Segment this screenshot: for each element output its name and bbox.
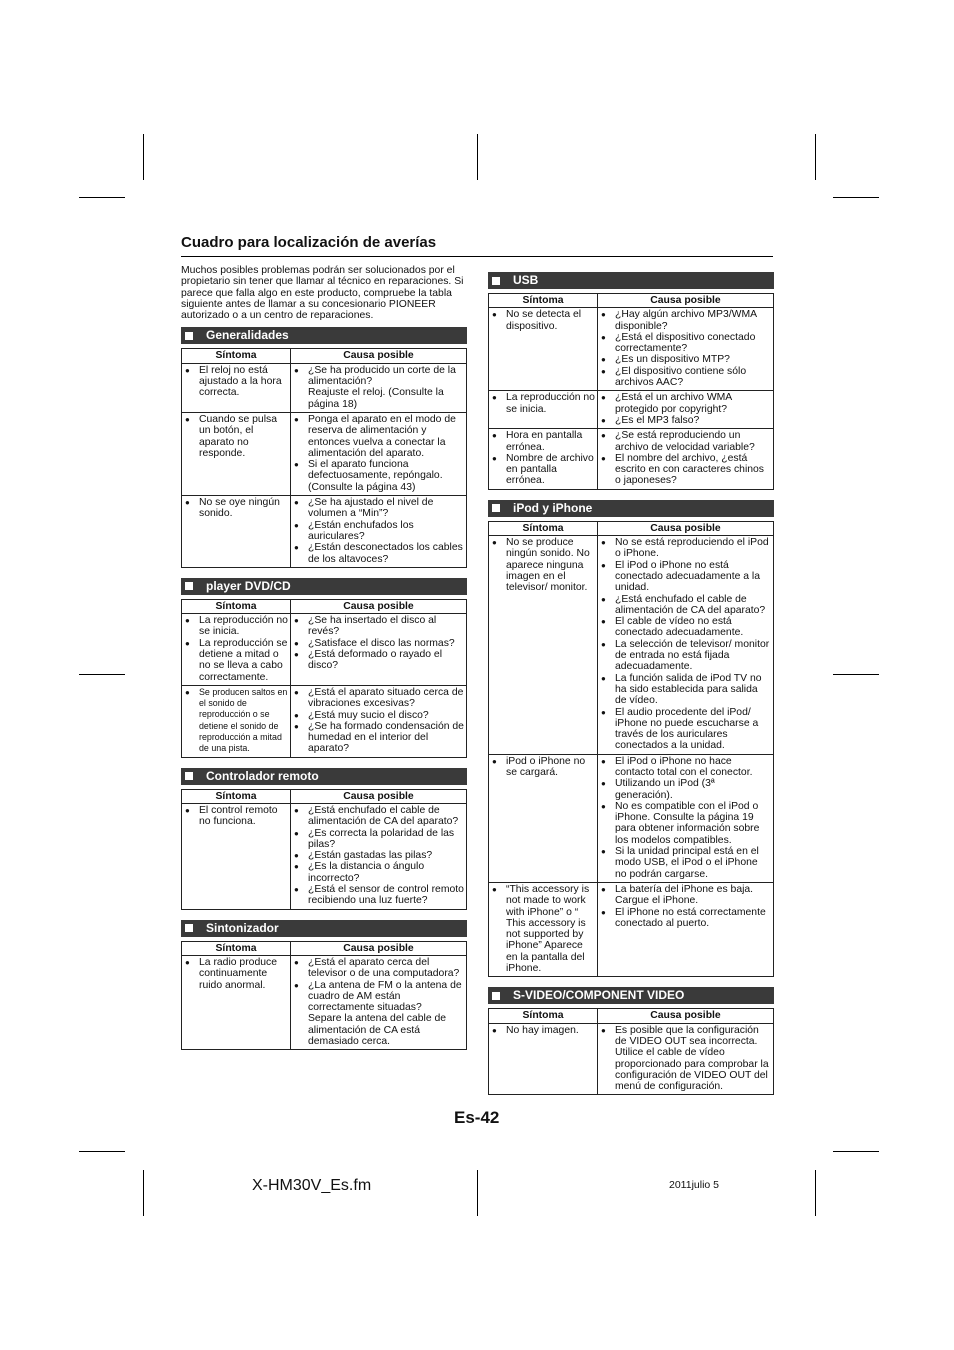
cause-cell xyxy=(598,391,774,429)
cause-text: La selección de televisor/ monitor de entrada no está fijada adecuadamente. xyxy=(615,638,770,673)
crop-mark xyxy=(477,134,478,180)
bullet-icon: ● xyxy=(492,1025,497,1035)
table-row xyxy=(182,955,467,1049)
list-item xyxy=(293,414,464,459)
symptom-text: No se oye ningún sonido. xyxy=(199,497,280,520)
list-item xyxy=(184,638,288,683)
table-row xyxy=(182,496,467,568)
crop-mark xyxy=(477,1170,478,1216)
cause-header: Causa posible xyxy=(291,789,467,803)
section-svideo xyxy=(488,987,774,1095)
list-item xyxy=(491,309,595,332)
list-item xyxy=(293,850,464,861)
cause-text: El iPod o iPhone no hace contacto total con el conector. xyxy=(615,755,753,778)
crop-mark xyxy=(79,197,125,198)
bullet-icon: ● xyxy=(601,907,606,917)
symptom-text: Nombre de archivo en pantalla errónea. xyxy=(506,452,594,487)
section-title: Controlador remoto xyxy=(206,768,319,783)
list-item xyxy=(293,805,464,828)
bullet-icon: ● xyxy=(294,365,299,375)
cause-text: ¿Se está reproduciendo un archivo de velocidad variable? xyxy=(615,430,755,453)
symptom-text: La reproducción se detiene a mitad o no se lleva a cabo correctamente. xyxy=(199,637,288,683)
list-item xyxy=(600,594,771,617)
list-item xyxy=(491,537,595,593)
bullet-icon: ● xyxy=(294,638,299,648)
list-item xyxy=(491,756,595,779)
cause-text: La batería del iPhone es baja. Cargue el iPhone. xyxy=(615,883,754,907)
list-item xyxy=(600,1025,771,1093)
troubleshooting-table xyxy=(181,941,467,1051)
symptom-text: La reproducción no se inicia. xyxy=(199,615,288,638)
list-item xyxy=(293,520,464,543)
symptom-text: La reproducción no se inicia. xyxy=(506,392,595,415)
crop-mark xyxy=(833,197,879,198)
bullet-icon: ● xyxy=(294,414,299,424)
list-item xyxy=(600,537,771,560)
section-title: USB xyxy=(513,273,539,287)
bullet-icon: ● xyxy=(294,721,299,731)
cause-cell xyxy=(291,496,467,568)
section-title: iPod y iPhone xyxy=(513,500,593,515)
list-item xyxy=(293,615,464,638)
symptom-header: Síntoma xyxy=(182,941,291,955)
crop-mark xyxy=(143,1170,144,1216)
bullet-icon: ● xyxy=(492,756,497,766)
list-item xyxy=(600,801,771,846)
cause-text: ¿Están enchufados los auriculares? xyxy=(308,519,414,542)
table-row xyxy=(489,391,774,429)
list-item xyxy=(600,846,771,880)
bullet-icon: ● xyxy=(294,650,299,660)
table-row xyxy=(182,363,467,412)
list-item xyxy=(600,639,771,673)
crop-mark xyxy=(833,674,879,675)
cause-note: Separe la antena del cable de alimentación de CA está demasiado cerca. xyxy=(308,1013,447,1048)
square-bullet-icon xyxy=(492,504,500,512)
list-item xyxy=(600,778,771,801)
crop-mark xyxy=(79,674,125,675)
bullet-icon: ● xyxy=(294,862,299,872)
symptom-text: Hora en pantalla errónea. xyxy=(506,430,583,453)
list-item xyxy=(491,1025,595,1036)
symptom-cell xyxy=(489,308,598,391)
table-row xyxy=(182,803,467,909)
cause-text: Si el aparato funciona defectuosamente, repóngalo. (Consulte la página 43) xyxy=(308,459,443,493)
bullet-icon: ● xyxy=(185,805,190,815)
crop-mark xyxy=(815,134,816,180)
symptom-cell xyxy=(489,429,598,489)
bullet-icon: ● xyxy=(601,801,606,811)
table-row xyxy=(489,429,774,489)
symptom-text: La radio produce continuamente ruido anormal. xyxy=(199,956,277,991)
bullet-icon: ● xyxy=(601,673,606,683)
list-item xyxy=(600,756,771,779)
table-row xyxy=(489,308,774,391)
table-row xyxy=(489,1023,774,1095)
cause-header: Causa posible xyxy=(291,349,467,363)
bullet-icon: ● xyxy=(601,707,606,717)
bullet-icon: ● xyxy=(601,1025,606,1035)
bullet-icon: ● xyxy=(294,710,299,720)
symptom-cell xyxy=(489,1023,598,1095)
bullet-icon: ● xyxy=(492,538,497,548)
bullet-icon: ● xyxy=(492,453,497,463)
list-item xyxy=(600,354,771,365)
cause-text: El cable de vídeo no está conectado adecuadamente. xyxy=(615,616,744,639)
cause-cell xyxy=(291,955,467,1049)
symptom-cell xyxy=(182,685,291,757)
square-bullet-icon xyxy=(185,582,193,590)
cause-text: ¿Satisface el disco las normas? xyxy=(308,637,455,649)
intro-paragraph: Muchos posibles problemas podrán ser solucionados por el propietario sin tener que llamar al técnico en reparaciones. Si parece que falla algo en este producto, compruebe la tabla siguiente antes de llamar a su concesionario PIONEER autorizado o a un centro de reparaciones. xyxy=(181,265,464,322)
symptom-cell xyxy=(489,536,598,755)
section-header xyxy=(181,578,467,595)
list-item xyxy=(600,560,771,594)
bullet-icon: ● xyxy=(185,638,190,648)
bullet-icon: ● xyxy=(601,560,606,570)
table-row xyxy=(182,685,467,757)
list-item xyxy=(491,453,595,487)
troubleshooting-table xyxy=(488,1008,774,1095)
cause-cell xyxy=(598,1023,774,1095)
symptom-cell xyxy=(182,496,291,568)
bullet-icon: ● xyxy=(601,366,606,376)
cause-cell xyxy=(291,685,467,757)
bullet-icon: ● xyxy=(601,779,606,789)
bullet-icon: ● xyxy=(601,756,606,766)
cause-text: No es compatible con el iPod o iPhone. Consulte la página 19 para obtener información sobre los modelos compatibles. xyxy=(615,800,760,846)
cause-cell xyxy=(598,536,774,755)
section-title: Generalidades xyxy=(206,328,289,343)
list-item xyxy=(293,497,464,520)
cause-text: Es posible que la configuración de VIDEO OUT sea incorrecta. Utilice el cable de vídeo proporcionado para comprobar la configuración de VIDEO OUT del menú de configuración. xyxy=(615,1024,769,1093)
list-item xyxy=(600,430,771,453)
troubleshooting-table xyxy=(488,521,774,978)
cause-text: ¿Están gastadas las pilas? xyxy=(308,850,433,862)
section-header xyxy=(181,327,467,344)
cause-cell xyxy=(598,429,774,489)
cause-header: Causa posible xyxy=(291,941,467,955)
section-sintonizador xyxy=(181,920,467,1051)
troubleshooting-table xyxy=(181,348,467,567)
symptom-text: Se producen saltos en el sonido de reproducción o se detiene el sonido de reproducción a mitad de una pista. xyxy=(199,686,288,753)
bullet-icon: ● xyxy=(601,355,606,365)
list-item xyxy=(600,673,771,707)
list-item xyxy=(491,884,595,974)
section-title: Sintonizador xyxy=(206,920,279,935)
crop-mark xyxy=(143,134,144,180)
page-number: Es-42 xyxy=(454,1108,500,1127)
cause-note: Reajuste el reloj. (Consulte la página 18) xyxy=(308,387,444,410)
cause-text: ¿Se ha producido un corte de la alimentación? xyxy=(308,364,456,388)
square-bullet-icon xyxy=(185,924,193,932)
cause-text: ¿Está el dispositivo conectado correctamente? xyxy=(615,331,756,355)
cause-text: ¿Es correcta la polaridad de las pilas? xyxy=(308,827,455,850)
list-item xyxy=(293,649,464,672)
bullet-icon: ● xyxy=(294,885,299,895)
footer-date: 2011julio 5 xyxy=(669,1179,720,1191)
list-item xyxy=(184,957,288,991)
bullet-icon: ● xyxy=(294,543,299,553)
list-item xyxy=(600,707,771,752)
section-header xyxy=(488,500,774,517)
bullet-icon: ● xyxy=(601,453,606,463)
bullet-icon: ● xyxy=(294,957,299,967)
list-item xyxy=(293,638,464,649)
symptom-cell xyxy=(489,882,598,976)
bullet-icon: ● xyxy=(601,594,606,604)
cause-text: ¿Hay algún archivo MP3/WMA disponible? xyxy=(615,309,757,332)
cause-cell xyxy=(291,803,467,909)
table-row xyxy=(489,754,774,882)
section-header xyxy=(488,272,774,289)
bullet-icon: ● xyxy=(601,639,606,649)
list-item xyxy=(600,392,771,415)
cause-cell xyxy=(598,882,774,976)
list-item xyxy=(184,805,288,828)
cause-text: ¿Está el sensor de control remoto recibiendo una luz fuerte? xyxy=(308,884,464,907)
cause-text: ¿Es la distancia o ángulo incorrecto? xyxy=(308,861,425,884)
bullet-icon: ● xyxy=(492,884,497,894)
symptom-text: El reloj no está ajustado a la hora correcta. xyxy=(199,364,282,399)
cause-text: ¿Está enchufado el cable de alimentación de CA del aparato? xyxy=(615,593,766,616)
list-item xyxy=(293,980,464,1014)
cause-text: Utilizando un iPod (3ª generación). xyxy=(615,778,715,801)
cause-text: La función salida de iPod TV no ha sido establecida para salida de vídeo. xyxy=(615,672,762,707)
page-title: Cuadro para localización de averías xyxy=(181,234,437,251)
troubleshooting-table xyxy=(488,293,774,490)
list-item xyxy=(600,309,771,332)
bullet-icon: ● xyxy=(185,498,190,508)
symptom-header: Síntoma xyxy=(489,1009,598,1023)
symptom-header: Síntoma xyxy=(182,599,291,613)
list-item xyxy=(184,687,288,754)
cause-text: El iPod o iPhone no está conectado adecuadamente a la unidad. xyxy=(615,559,761,594)
section-remoto xyxy=(181,768,467,910)
bullet-icon: ● xyxy=(294,687,299,697)
cause-text: ¿El dispositivo contiene sólo archivos AAC? xyxy=(615,365,747,389)
cause-text: ¿Está enchufado el cable de alimentación de CA del aparato? xyxy=(308,804,459,828)
symptom-cell xyxy=(182,412,291,495)
cause-text: ¿Se ha ajustado el nivel de volumen a “Min”? xyxy=(308,497,434,520)
section-title: player DVD/CD xyxy=(206,578,291,593)
list-item xyxy=(491,430,595,453)
cause-text: El nombre del archivo, ¿está escrito en con caracteres chinos o japoneses? xyxy=(615,452,765,487)
troubleshooting-table xyxy=(181,599,467,758)
title-rule xyxy=(181,256,773,257)
list-item xyxy=(600,415,771,426)
bullet-icon: ● xyxy=(185,957,190,967)
list-item xyxy=(293,710,464,721)
symptom-header: Síntoma xyxy=(182,349,291,363)
square-bullet-icon xyxy=(185,772,193,780)
square-bullet-icon xyxy=(492,277,500,285)
bullet-icon: ● xyxy=(294,460,299,470)
bullet-icon: ● xyxy=(185,414,190,424)
cause-cell xyxy=(291,614,467,686)
cause-text: No se está reproduciendo el iPod o iPhone. xyxy=(615,537,769,560)
cause-text: El iPhone no está correctamente conectado al puerto. xyxy=(615,906,766,929)
cause-header: Causa posible xyxy=(598,1009,774,1023)
list-item xyxy=(184,365,288,399)
symptom-cell xyxy=(489,391,598,429)
cause-header: Causa posible xyxy=(598,294,774,308)
list-item xyxy=(600,884,771,907)
list-item xyxy=(600,332,771,355)
section-header xyxy=(488,987,774,1004)
bullet-icon: ● xyxy=(492,393,497,403)
bullet-icon: ● xyxy=(492,310,497,320)
bullet-icon: ● xyxy=(294,805,299,815)
bullet-icon: ● xyxy=(294,520,299,530)
bullet-icon: ● xyxy=(601,332,606,342)
list-item xyxy=(600,366,771,389)
list-item xyxy=(293,365,464,388)
symptom-text: No se detecta el dispositivo. xyxy=(506,309,582,332)
list-item xyxy=(184,615,288,638)
cause-text: Si la unidad principal está en el modo USB, el iPod o el iPhone no podrán cargarse. xyxy=(615,846,759,880)
symptom-text: El control remoto no funciona. xyxy=(199,804,278,828)
list-item xyxy=(293,542,464,565)
cause-text: ¿Se ha insertado el disco al revés? xyxy=(308,615,437,638)
symptom-text: Cuando se pulsa un botón, el aparato no responde. xyxy=(199,413,277,459)
left-column xyxy=(181,265,467,1060)
section-player xyxy=(181,578,467,758)
cause-text: Ponga el aparato en el modo de reserva de alimentación y entonces vuelva a conectar la alimentación del aparato. xyxy=(308,413,456,459)
section-header xyxy=(181,920,467,937)
bullet-icon: ● xyxy=(601,393,606,403)
cause-header: Causa posible xyxy=(291,599,467,613)
symptom-cell xyxy=(182,614,291,686)
bullet-icon: ● xyxy=(601,431,606,441)
list-item xyxy=(293,828,464,851)
list-item xyxy=(293,957,464,980)
section-usb xyxy=(488,272,774,490)
bullet-icon: ● xyxy=(601,884,606,894)
list-item xyxy=(293,884,464,907)
list-item xyxy=(293,721,464,755)
square-bullet-icon xyxy=(492,992,500,1000)
cause-cell xyxy=(291,363,467,412)
cause-text: ¿Es un dispositivo MTP? xyxy=(615,354,730,366)
table-row xyxy=(182,412,467,495)
cause-cell xyxy=(598,308,774,391)
troubleshooting-table xyxy=(181,789,467,910)
bullet-icon: ● xyxy=(601,617,606,627)
list-item xyxy=(600,616,771,639)
footer-file-name: X-HM30V_Es.fm xyxy=(252,1177,372,1194)
symptom-cell xyxy=(182,955,291,1049)
cause-text: ¿Está deformado o rayado el disco? xyxy=(308,649,442,672)
cause-cell xyxy=(291,412,467,495)
cause-text: ¿Es el MP3 falso? xyxy=(615,414,700,426)
cause-text: ¿Está el aparato cerca del televisor o de una computadora? xyxy=(308,956,460,980)
section-ipod xyxy=(488,500,774,978)
bullet-icon: ● xyxy=(185,616,190,626)
bullet-icon: ● xyxy=(601,310,606,320)
symptom-header: Síntoma xyxy=(489,521,598,535)
symptom-cell xyxy=(182,803,291,909)
cause-text: ¿Están desconectados los cables de los altavoces? xyxy=(308,542,463,565)
list-item xyxy=(293,459,464,493)
bullet-icon: ● xyxy=(294,498,299,508)
right-column xyxy=(488,272,774,1105)
cause-cell xyxy=(598,754,774,882)
bullet-icon: ● xyxy=(294,616,299,626)
list-item xyxy=(184,414,288,459)
table-row xyxy=(489,536,774,755)
symptom-header: Síntoma xyxy=(489,294,598,308)
table-row xyxy=(489,882,774,976)
symptom-header: Síntoma xyxy=(182,789,291,803)
crop-mark xyxy=(79,1151,125,1152)
bullet-icon: ● xyxy=(185,365,190,375)
bullet-icon: ● xyxy=(492,431,497,441)
section-title: S-VIDEO/COMPONENT VIDEO xyxy=(513,988,685,1003)
bullet-icon: ● xyxy=(185,687,190,697)
cause-text: ¿Está el aparato situado cerca de vibraciones excesivas? xyxy=(308,686,464,710)
bullet-icon: ● xyxy=(601,538,606,548)
crop-mark xyxy=(833,1151,879,1152)
bullet-icon: ● xyxy=(294,980,299,990)
bullet-icon: ● xyxy=(601,847,606,857)
cause-text: ¿La antena de FM o la antena de cuadro de AM están correctamente situadas? xyxy=(308,979,462,1014)
list-item xyxy=(184,497,288,520)
list-item xyxy=(491,392,595,415)
cause-text: ¿Está el un archivo WMA protegido por copyright? xyxy=(615,392,732,415)
list-item xyxy=(600,453,771,487)
square-bullet-icon xyxy=(185,332,193,340)
symptom-text: No se produce ningún sonido. No aparece ninguna imagen en el televisor/ monitor. xyxy=(506,537,590,594)
symptom-text: No hay imagen. xyxy=(506,1024,579,1036)
section-header xyxy=(181,768,467,785)
list-item xyxy=(293,687,464,710)
bullet-icon: ● xyxy=(294,851,299,861)
bullet-icon: ● xyxy=(601,415,606,425)
list-item xyxy=(293,861,464,884)
symptom-cell xyxy=(489,754,598,882)
crop-mark xyxy=(815,1170,816,1216)
cause-header: Causa posible xyxy=(598,521,774,535)
symptom-cell xyxy=(182,363,291,412)
section-generalidades xyxy=(181,327,467,567)
symptom-text: “This accessory is not made to work with iPhone” o “ This accessory is not supported by iPhone” Aparece en la pantalla del iPhone. xyxy=(506,883,590,975)
list-item xyxy=(600,907,771,930)
cause-text: El audio procedente del iPod/ iPhone no puede escucharse a través de los auriculares conectados a la unidad. xyxy=(615,706,759,752)
symptom-text: iPod o iPhone no se cargará. xyxy=(506,755,586,778)
cause-text: ¿Está muy sucio el disco? xyxy=(308,709,429,721)
bullet-icon: ● xyxy=(294,828,299,838)
cause-text: ¿Se ha formado condensación de humedad en el interior del aparato? xyxy=(308,720,464,755)
table-row xyxy=(182,614,467,686)
